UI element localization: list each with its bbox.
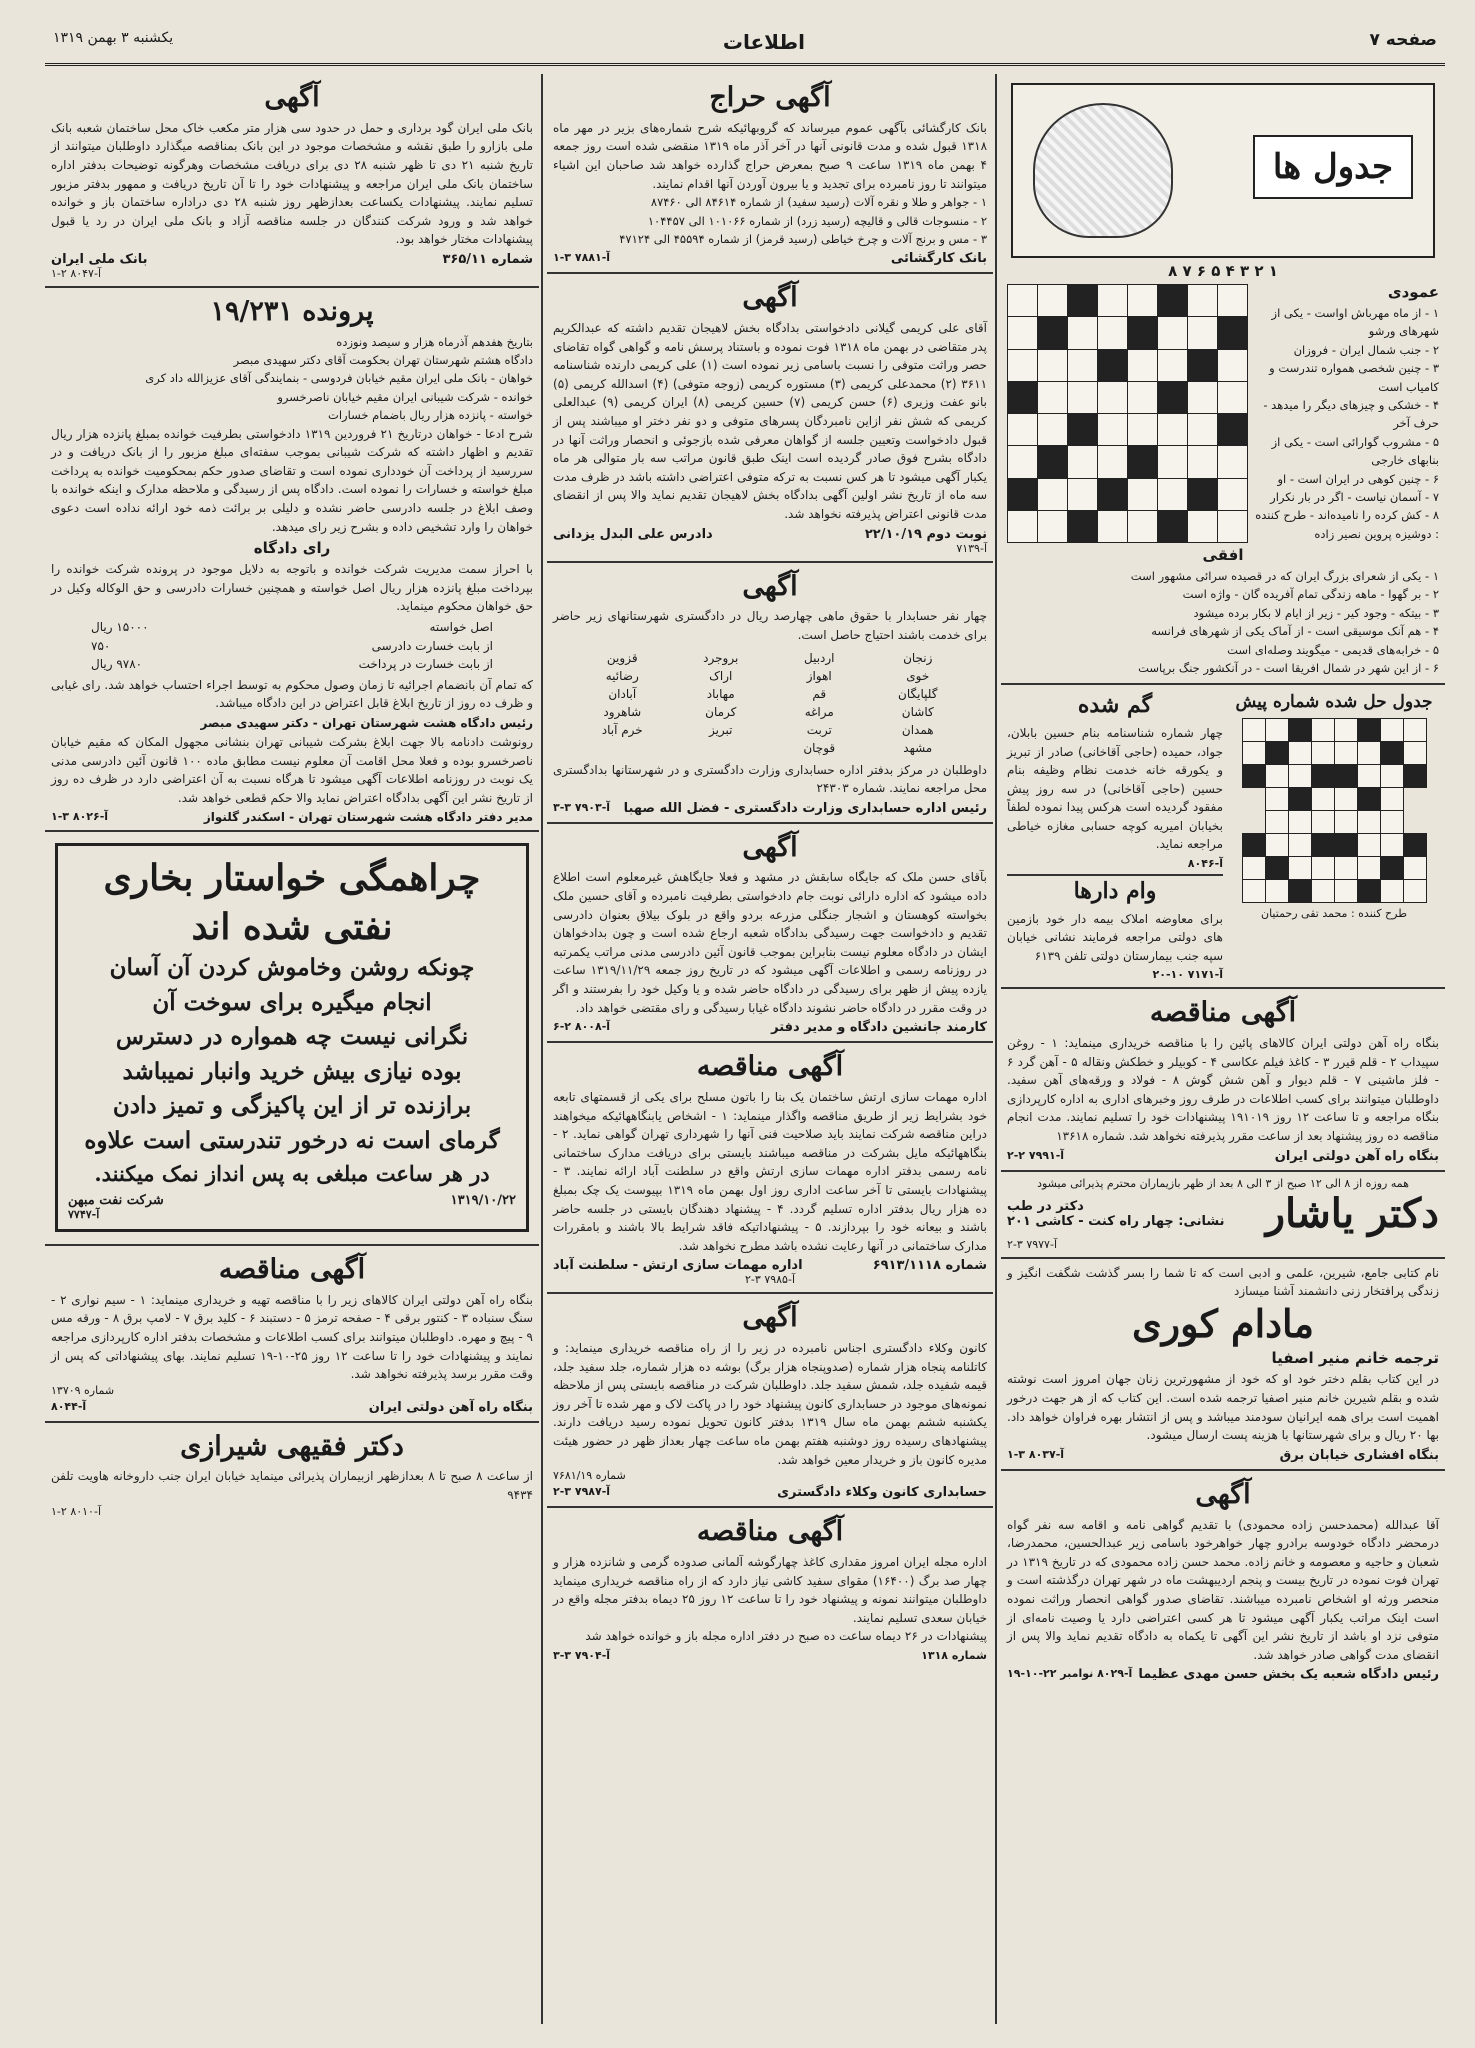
tender2-number: شماره ۶۹۱۳/۱۱۱۸ bbox=[872, 1258, 987, 1274]
big-ad-line: چونکه روشن وخاموش کردن آن آسان bbox=[109, 954, 475, 982]
notice1-date: نوبت دوم ۲۲/۱۰/۱۹ bbox=[864, 526, 987, 542]
illustration-face bbox=[1033, 103, 1173, 238]
solved-crossword-grid bbox=[1242, 718, 1427, 903]
column-right bbox=[1001, 74, 1445, 2024]
doctor-yashar-ad bbox=[1001, 1172, 1445, 1259]
city: رضائیه bbox=[605, 668, 639, 683]
city: زنجان bbox=[903, 650, 933, 665]
dossier-ref: آ-۸۰۲۶ ۳-۱ bbox=[51, 810, 109, 824]
column-left bbox=[45, 74, 539, 2024]
clue: ۷ - آسمان نیاست - اگر در بار نکرار bbox=[1270, 489, 1439, 504]
oil-heater-ad bbox=[45, 832, 539, 1246]
doctor-faghihi-ad bbox=[45, 1423, 539, 1524]
dossier-line: دادگاه هشتم شهرستان تهران بحکومت آقای دکتر سهیدی مبصر bbox=[233, 353, 533, 368]
notice3-ref: آ-۸۰۰۸ ۲-۶ bbox=[553, 1020, 611, 1034]
doctor-ref: آ-۷۹۷۷ ۳-۲ bbox=[1007, 1237, 1057, 1251]
dossier-intro bbox=[51, 333, 533, 425]
notice1-text: آقای علی کریمی گیلانی دادخواستی بدادگاه بخش لاهیجان تقدیم داشته که عبدالکریم پدر متقاضی در بهمن ماه ۱۳۱۸ فوت نموده و باستناد پرسش نامه و گواهی گواه تقاضای حصر وراثت متوفی را نسبت باسامی زیر نموده است (۱) علی کریمی دارنده شناسنامه ۳۶۱۱ (۲) محمدعلی کریمی (۳) مستوره کریمی (زوجه متوفی) (۴) اسدالله کریمی (۵) بانو عفت وزیری (۶) حسن کریمی (۷) حسین کریمی (۸) ایران کریمی (۹) عبدالعلی کریمی که شش نفر ازاین نامبردگان پسرهای متوفی و دو نفر دختر او میباشند پس از قبول دادخواست وتعیین جلسه از گواهان معرفی شده بازجوئی و انحصار وراثت آنها در دادگاه بشرح فوق صادر گردیده است اینک طبق قانون مراتب سه بار متوالی هر ماه یکبار آگهی میشود تا هر کس نسبت به ترکه متوفی اعتراضی داشته باشد در ظرف مدت سه ماه از تاریخ نشر اولین آگهی بدادگاه بخش لاهیجان تقدیم نماید والا پس از انقضای مدت قانونی اعتراض پذیرفته نخواهد شد. bbox=[553, 321, 988, 521]
tender-number: شماره ۱۳۷۰۹ bbox=[51, 1383, 115, 1397]
lost-text: چهار شماره شناسنامه بنام حسین بابلان، جواد، حمیده (حاجی آقاخانی) صادر از تبریز و یکورقه خانه خدمت نظام وظیفه بنام حسین (حاجی آقاخانی) در سه روز پیش مفقود گردیده است هرکس پیدا نموده لطفاً بخیابان امیریه کوچه حسابی مغازه خیاطی مراجعه نماید. bbox=[1007, 725, 1223, 852]
tender2-text: اداره مهمات سازی ارتش ساختمان یک بنا را باتون مسلح برای یکی از قسمتهای تابعه خود بشرایط زیر از طریق مناقصه واگذار مینماید: ۱ - اشخاص یابنگاههائیکه میخواهند دراین مناقصه شرکت نمایند باید صلاحیت فنی آنها را شهرداری تهران گواهی نماید. ۲ - بنگاههائیکه مایل بشرکت در مناقصه میباشند بایستی برای دریافت مدارک ساختمانی نامه رسمی بدفتر اداره مهمات سازی ارتش واقع در سلطنت آباد ارائه نمایند. ۳ - پیشنهادات بایستی تا آخر ساعت اداری روز اول بهمن ماه ۱۳۱۹ بپیوست یک چک بمبلغ ده هزار ریال بدفتر اداره تسلیم گردد. ۴ - پیشنهاد دهندگان بایستی در جلسه حاضر باشند و بیعانه خود را بپردازند. ۵ - پیشنهاداتیکه فاقد شرایط بالا باشند و بامقررات مدارک ساختمانی در آنها رعایت نشده باشد مطرح نخواهد شد. bbox=[553, 1089, 988, 1253]
doctor-specialty: دکتر در طب bbox=[1007, 1198, 1084, 1214]
city: اراک bbox=[709, 668, 733, 683]
auction-item: ۳ - مس و برنج آلات و چرخ خیاطی (رسید قرمز) از شماره ۴۵۵۹۴ الی ۴۷۱۲۴ bbox=[619, 231, 987, 246]
notice-text: بانک ملی ایران گود برداری و حمل در حدود سی هزار متر مکعب خاک محل ساختمان شعبه بانک ملی بازارو را طبق نقشه و مشخصات موجود در این بانک بمناقصه میگذارد داوطلبان میتوانند از تاریخ شنبه ۲۱ دی تا ظهر شنبه ۲۸ دی برای دریافت مشخصات وهرگونه توضیحات بدفتر اداره ساختمان بانک ملی ایران مراجعه و پیشنهادات خود را تا آن تاریخ دریافت و ممهور بدفتر مزبور تسلیم نمایند. پیشنهادات یکساعت بعدازظهر روز شنبه ۲۸ دی دراداره ساختمان باز و خوانده خواهد شد و ورود شرکت کنندگان در جلسه مناقصه آزاد و بانک ملی ایران در رد یا قبول پیشنهادات مختار خواهد بود. bbox=[51, 120, 533, 247]
lost-ref: آ-۸۰۴۶ bbox=[1187, 857, 1223, 871]
notice1-ref: آ-۷۱۳۹ bbox=[956, 541, 987, 555]
doctor-address: نشانی: چهار راه کنت - کاشی ۲۰۱ bbox=[1007, 1213, 1225, 1229]
dossier-signature: مدیر دفتر دادگاه هشت شهرستان تهران - اسکندر گلنواز bbox=[203, 810, 533, 825]
dossier-text-4: رونوشت دادنامه بالا جهت ابلاغ بشرکت شیبانی تهران بنشانی مجهول المکان که مقیم خیابان ناصرخسرو بوده و فعلا محل اقامت آن معلوم نیست مطابق ماده ۱۰۰ قانون آئین دادرسی مدنی یک نوبت در روزنامه اطلاعات آگهی میشود تا هرگاه نسبت به آن اعتراضی دارد در ظرف ده روز از تاریخ نشر این آگهی بدادگاه اعتراض نماید والا حکم قطعی خواهد شد. bbox=[51, 734, 533, 805]
city: همدان bbox=[901, 722, 934, 737]
city: بروجرد bbox=[703, 650, 739, 665]
auction-text: بانک کارگشائی بآگهی عموم میرساند که گروبهائیکه شرح شماره‌های بزیر در مهر ماه ۱۳۱۸ قبول شده و مدت قانونی آنها در آخر آذر ماه ۱۳۱۹ منقضی شده است روز جمعه ۴ بهمن ماه ۱۳۱۹ ساعت ۹ صبح بمعرض حراج گذارده خواهد شد صاحبان این اشیاء میتوانند تا روز نامبرده برای تجدید و یا بیرون آوردن آنها اقدام نمایند. bbox=[553, 120, 988, 191]
notice4-number: شماره ۷۶۸۱/۱۹ bbox=[553, 1469, 626, 1483]
clue: ۸ - کش کرده را نامیده‌اند - طرح کننده : دوشیزه پروین نصیر زاده bbox=[1255, 508, 1439, 541]
dossier-line: خوانده - شرکت شیبانی ایران مقیم خیابان ناصرخسرو bbox=[277, 389, 533, 404]
tender-ref: آ-۷۹۹۱ ۲-۲ bbox=[1007, 1148, 1065, 1162]
notice1-title: آگهی bbox=[742, 282, 798, 314]
column-rule bbox=[541, 74, 543, 2024]
oil-heater-frame bbox=[55, 843, 529, 1232]
city: مهاباد bbox=[706, 686, 735, 701]
city-list bbox=[573, 649, 967, 757]
city: کاشان bbox=[901, 704, 934, 719]
railway-tender bbox=[1001, 989, 1445, 1171]
city: قزوین bbox=[606, 650, 638, 665]
dossier-amounts bbox=[91, 618, 493, 674]
doctor-hours: همه روزه از ۸ الی ۱۲ صبح از ۳ الی ۸ بعد از ظهر بازیماران محترم پذیرائی میشود bbox=[1037, 1176, 1409, 1190]
tender2-title: آگهی مناقصه bbox=[696, 1051, 844, 1083]
notice4-signature: حسابداری کانون وکلاء دادگستری bbox=[777, 1485, 987, 1501]
amount-row: از بابت خسارت دادرسی ۷۵۰ bbox=[91, 638, 493, 653]
big-ad-line: نگرانی نیست چه همواره در دسترس bbox=[115, 1023, 469, 1051]
vertical-clues-heading: عمودی bbox=[1387, 283, 1439, 301]
auction-signature: بانک کارگشائی bbox=[890, 251, 987, 267]
dossier-line: خواهان - بانک ملی ایران مقیم خیابان فردوسی - بنمایندگی آقای عزیزالله داد کری bbox=[145, 371, 533, 386]
doctor-ref: آ-۸۰۱۰ ۲-۱ bbox=[51, 1504, 101, 1518]
magazine-tender bbox=[547, 1508, 993, 1668]
clue: ۴ - خشکی و چیزهای دیگر را میدهد - حرف آخر bbox=[1263, 397, 1439, 431]
notice-ref: آ-۸۰۲۹ نوامبر ۲۲-۱۰-۱۹ bbox=[1007, 1667, 1133, 1681]
puzzle-logo bbox=[1011, 83, 1435, 258]
auction-title: آگهی حراج bbox=[709, 82, 831, 113]
city: تبریز bbox=[708, 722, 733, 737]
loan-title: وام دارها bbox=[1073, 878, 1157, 905]
auction-notice bbox=[547, 74, 993, 274]
notice2-signature: رئیس اداره حسابداری وزارت دادگستری - فضل الله صهبا bbox=[623, 800, 987, 816]
notice4-title: آگهی bbox=[742, 1302, 798, 1334]
notice-signature: بانک ملی ایران bbox=[51, 251, 148, 267]
book-text: در این کتاب بقلم دختر خود او که خود از مشهورترین زنان جهان امروز است نوشته شده و بقلم شیرین خانم منیر اصفیا ترجمه شده است. این کتاب که از هر جهت درخور اهمیت است برای همه ایرانیان سودمند میباشد و پس از انتشار بهره فراوان خواهد داد. بها ۲۰ ریال و برای شهرستانها با هزینه پست ارسال میشود. bbox=[1007, 1372, 1439, 1443]
big-ad-ref: آ-۷۷۴۷ bbox=[68, 1207, 100, 1221]
city: قوچان bbox=[803, 740, 836, 755]
accountants-notice bbox=[547, 563, 993, 824]
notice3-text: بآقای حسن ملک که جایگاه سابقش در مشهد و فعلا جایگاهش غیرمعلوم است اطلاع داده میشود که اداره دارائی نوبت جام دادخواستی بطرفیت نامبرده و آقای حسین ملک بخواسته کوهستان و اشجار جنگلی مزرعه بردو واقع در بلوک بیلاق بعنوان دادرسی تقدیم و دادخواست جهت رسیدگی بدادگاه شعبه ارجاع شده است و چون بدادخواهان ایشان در دادگاه معلوم نیست بنابراین بموجب قانون آئین دادرسی مدنی مراتب یکمرتبه در روزنامه رسمی و اطلاعات آگهی میشود که در تاریخ روز جمعه ۱۳۱۹/۱۱/۲۹ ساعت یازده پیش از ظهر برای رسیدگی در دادگاه حاضر شده و یا وکیل خود را بفرستند و اگر در وقت مقرر در دادگاه حاضر نشوند دادگاه غیابا رسیدگی و رای مقتضی خواهد داد. bbox=[553, 870, 987, 1015]
clue: ۳ - بیتکه - وجود کیر - زیر از ایام لا بکار برده میشود bbox=[1193, 605, 1439, 620]
lost-title: گم شده bbox=[1077, 692, 1153, 719]
city: مراغه bbox=[804, 704, 834, 719]
tender2-signature: اداره مهمات سازی ارتش - سلطنت آباد bbox=[553, 1258, 803, 1274]
big-ad-line: در هر ساعت مبلغی به پس انداز نمک میکنند. bbox=[94, 1161, 490, 1187]
clue: ۴ - هم آنک موسیقی است - از آماک یکی از شهرهای فرانسه bbox=[1151, 624, 1439, 639]
tender-text: بنگاه راه آهن دولتی ایران کالاهای پائین را با مناقصه خریداری مینماید: ۱ - روغن سپیداب ۲ - قلم قیرر ۳ - کاغذ فیلم عکاسی ۴ - کوبیلر و خطکش ونقاله ۵ - آهن گرد ۶ - فلز ماشینی ۷ - قلم دیوار و آهن شش گوش ۸ - فولاد و ورقه‌های آهن سفید. داوطلبان میتوانند برای کسب اطلاعات در طرف روز وخبرهای اداری به اداره کارپردازی بنگاه مراجعه و تا ساعت ۱۲ روز ۱۹۱۰۱۹ پیشنهادات خود را تسلیم نمایند. مدت انجام مناقصه ده روز پیشنهاد بعد از ساعت مقرر پذیرفته نخواهد شد. شماره ۱۳۶۱۸ bbox=[1007, 1036, 1440, 1144]
big-ad-line: بوده نیازی بیش خرید وانبار نمیباشد bbox=[122, 1057, 462, 1085]
dossier-line: خواسته - پانزده هزار ریال باضمام خسارات bbox=[328, 408, 533, 423]
notice2-ref: آ-۷۹۰۳ ۳-۳ bbox=[553, 800, 611, 814]
big-ad-date: ۱۳۱۹/۱۰/۲۲ bbox=[450, 1192, 516, 1208]
city: مشهد bbox=[903, 740, 933, 755]
solved-puzzle-credit: طرح کننده : محمد تقی رحمتیان bbox=[1261, 906, 1407, 920]
clue: ۳ - چنین شخصی همواره تندرست و کامیاب است bbox=[1269, 361, 1439, 394]
big-ad-title-1: چراهمگی خواستار بخاری bbox=[103, 857, 481, 900]
notice-number: شماره ۳۶۵/۱۱ bbox=[442, 251, 533, 267]
big-ad-line: برازنده تر از این پاکیزگی و تمیز دادن bbox=[112, 1092, 472, 1120]
tender-title: آگهی مناقصه bbox=[218, 1253, 366, 1285]
dossier-text-3: که تمام آن بانضمام اجرائیه تا زمان وصول محکوم به توسط اجراء احتساب خواهد شد. رای غیابی و ظرف ده روز از تاریخ ابلاغ قابل اعتراض در این دادگاه میباشد. bbox=[51, 677, 533, 711]
auction-item: ۲ - منسوجات قالی و قالیچه (رسید زرد) از شماره ۱۰۱۰۶۶ الی ۱۰۴۴۵۷ bbox=[647, 213, 987, 228]
city: خرم آباد bbox=[601, 722, 643, 737]
tender3-text: اداره مجله ایران امروز مقداری کاغذ چهارگوشه آلمانی صدوده گرمی و شانزده هزار و چهار صد برگ (۱۶۴۰۰) مقوای سفید کاشی نیاز دارد که از راه مناقصه خریداری مینماید داوطلبان میتوانند نمونه و پیشنهاد خود را تا ساعت ۱۲ روز ۲۵ دیماه بدفتر مجله واقع در خیابان سعدی تسلیم نمایند. bbox=[553, 1554, 988, 1625]
tender-ref: آ-۸۰۴۴ bbox=[51, 1399, 87, 1413]
city: آبادان bbox=[608, 686, 637, 701]
auction-ref: آ-۷۸۸۱ ۳-۱ bbox=[553, 251, 611, 265]
puzzle-section bbox=[1001, 74, 1445, 685]
tender3-foot: پیشنهادات در ۲۶ دیماه ساعت ده صبح در دفتر اداره مجله باز و خوانده خواهد شد bbox=[585, 1629, 987, 1644]
big-ad-signature: شرکت نفت مبهن bbox=[68, 1192, 164, 1208]
city: گلپایگان bbox=[898, 686, 938, 701]
paper-name: اطلاعات bbox=[722, 30, 805, 54]
clue: ۵ - مشروب گوارائی است - یکی از بنابهای خارجی bbox=[1271, 434, 1439, 468]
tender3-title: آگهی مناقصه bbox=[696, 1516, 844, 1548]
page-number: صفحه ۷ bbox=[1369, 30, 1437, 50]
notice-text: آقا عبدالله (محمدحسن زاده محمودی) با تقدیم گواهی نامه و اقامه سه نفر گواه درمحضر دادگاه خودوسه برادرو چهار خواهرخود باسامی زیر عبدالحسین، محمدرضا، شعبان و حاجیه و معصومه و خانم زاده. محمد حسن زاده محمودی که در تاریخ ۱۳۱۹ در تهران فوت نموده در تاریخ بیست و پنجم اردیبهشت ماه در شهر تهران درگذشته است و منحصر ورثه او اشخاص نامبرده میباشند. تقاضای صدور گواهی انحصار وراثت نموده است اینک مراتب یکبار آگهی میشود تا هر کسی اعتراضی دارد یا وصیت نامه‌ای از متوفی نزد او باشد از تاریخ نشر این آگهی تا یکماه به دادگاه تقدیم نماید والا پس از انقضای مدت گواهی صادر خواهد شد. bbox=[1007, 1517, 1439, 1662]
book-ad bbox=[1001, 1259, 1445, 1471]
clue: ۶ - چنین کوهی در ایران است - او bbox=[1277, 471, 1439, 486]
auction-items bbox=[553, 193, 987, 248]
column-middle bbox=[547, 74, 993, 2024]
malek-notice bbox=[547, 824, 993, 1044]
court-dossier bbox=[45, 288, 539, 832]
bank-melli-notice bbox=[45, 74, 539, 288]
masthead bbox=[45, 18, 1445, 66]
horizontal-clues bbox=[1007, 567, 1439, 677]
doctor-name: دکتر یاشار bbox=[1265, 1189, 1439, 1237]
army-tender bbox=[547, 1043, 993, 1294]
notice4-text: کانون وکلاء دادگستری اجناس نامبرده در زیر را از راه مناقصه خریداری مینماید: و کاتلنامه پنجاه هزار شماره (صدوپنجاه هزار برگ) بوشه ده هزار شماره، جلد سفید جلد، قیمه شفیده جلد، شمش سفید جلد. داوطلبان شرکت در مناقصه بایستی پس از ملاحظه نمونه‌های موجود در حسابداری کانون پیشنهاد خود را در پاکت لاک و مهر شده تا آخر روز یکشنبه ششم بهمن ماه سال ۱۳۱۹ بدفتر کانون تحویل نموده رسید دریافت دارند. پیشنهادهای رسیده روز دوشنبه هفتم بهمن ماه ساعت چهار بعداز ظهر در حضور هیئت مدیره کانون باز و خریدار معین خواهد شد. bbox=[553, 1341, 987, 1467]
solved-puzzle-title: جدول حل شده شماره پیش bbox=[1235, 692, 1433, 713]
dossier-text-2: با احراز سمت مدیریت شرکت خوانده و باتوجه به دلایل موجود در پرونده شرکت خوانده را بپرداخت مبلغ پانزده هزار ریال اصل خواسته و همچنین خسارات دادرسی و حق الوکاله وکیل در حق خواهان محکوم مینماید. bbox=[51, 562, 533, 614]
notice-title: آگهی bbox=[264, 82, 320, 113]
lawyers-notice bbox=[547, 1294, 993, 1508]
amount-row: از بابت خسارت در پرداخت ۹۷۸۰ ریال bbox=[91, 657, 493, 672]
book-ref: آ-۸۰۳۷ ۳-۱ bbox=[1007, 1447, 1065, 1461]
city: اهواز bbox=[806, 668, 832, 683]
clue: ۵ - خرابه‌های قدیمی - میگویند وصله‌ای است bbox=[1227, 642, 1439, 657]
tender3-number: شماره ۱۳۱۸ bbox=[921, 1648, 987, 1662]
notice1-signature: دادرس علی البدل یزدانی bbox=[553, 526, 713, 542]
dossier-verdict-heading: رای دادگاه bbox=[253, 539, 331, 558]
book-translator: ترجمه خانم منیر اصفیا bbox=[1271, 1349, 1439, 1368]
book-intro: نام کتابی جامع، شیرین، علمی و ادبی است که تا شما را بسر گذشت شگفت انگیز و زندگی پرافتخار زنی دانشمند آشنا میسازد bbox=[1007, 1265, 1439, 1299]
book-title: مادام کوری bbox=[1132, 1300, 1314, 1346]
amount-row: اصل خواسته ۱۵۰۰۰ ریال bbox=[91, 619, 493, 634]
book-signature: بنگاه افشاری خیابان برق bbox=[1279, 1447, 1439, 1463]
clue: ۲ - جنب شمال ایران - فروزان bbox=[1293, 342, 1439, 357]
notice-ref: آ-۸۰۴۷ ۲-۱ bbox=[51, 266, 101, 280]
doctor-title: دکتر فقیهی شیرازی bbox=[180, 1430, 404, 1462]
auction-item: ۱ - جواهر و طلا و نقره آلات (رسید سفید) از شماره ۸۴۶۱۴ الی ۸۷۴۶۰ bbox=[650, 195, 987, 210]
city: خوی bbox=[906, 668, 930, 683]
notice2-text: چهار نفر حسابدار با حقوق ماهی چهارصد ریال در دادگستری شهرستانهای زیر حاضر برای خدمت باشند احتیاج حاصل است. bbox=[553, 609, 987, 642]
vertical-clues bbox=[1254, 304, 1439, 543]
inheritance-notice bbox=[1001, 1471, 1445, 1689]
newspaper-page bbox=[45, 18, 1445, 2028]
city: تربت bbox=[806, 722, 832, 737]
notice2-title: آگهی bbox=[742, 570, 798, 602]
city: اردبیل bbox=[803, 650, 835, 665]
notice3-title: آگهی bbox=[742, 831, 798, 863]
notice4-ref: آ-۷۹۸۷ ۳-۲ bbox=[553, 1485, 611, 1499]
issue-date: یکشنبه ۳ بهمن ۱۳۱۹ bbox=[53, 30, 174, 46]
tender-signature: بنگاه راه آهن دولتی ایران bbox=[368, 1399, 533, 1415]
notice3-signature: کارمند جانشین دادگاه و مدیر دفتر bbox=[771, 1020, 987, 1036]
city: قم bbox=[812, 686, 827, 701]
notice-signature: رئیس دادگاه شعبه یک بخش حسن مهدی عظیما bbox=[1138, 1667, 1439, 1683]
dossier-line: بتاریخ هفدهم آذرماه هزار و سیصد ونوزده bbox=[336, 334, 533, 349]
tender3-ref: آ-۷۹۰۴ ۳-۳ bbox=[553, 1648, 611, 1662]
notice-title: آگهی bbox=[1195, 1478, 1251, 1510]
city: کرمان bbox=[705, 704, 737, 719]
tender2-ref: آ-۷۹۸۵ ۳-۲ bbox=[745, 1273, 795, 1287]
clue: ۶ - از این شهر در شمال افریقا است - در آنکشور جنگ برپاست bbox=[1138, 661, 1439, 676]
loan-ref: آ-۷۱۷۱ ۱۰-۲۰ bbox=[1152, 968, 1223, 982]
horizontal-clues-heading: افقی bbox=[1202, 546, 1244, 565]
solved-puzzle-section bbox=[1001, 685, 1445, 989]
big-ad-line: انجام میگیره برای سوخت آن bbox=[152, 988, 432, 1016]
big-ad-title-2: نفتی شده اند bbox=[191, 905, 393, 948]
dossier-title: پرونده ۱۹/۲۳۱ bbox=[210, 295, 374, 327]
crossword-grid bbox=[1007, 284, 1248, 543]
puzzle-column-numbers: ۸ ۷ ۶ ۵ ۴ ۳ ۲ ۱ bbox=[1168, 262, 1278, 280]
dossier-judge: رئیس دادگاه هشت شهرستان تهران - دکتر سهیدی مبصر bbox=[200, 715, 533, 730]
clue: ۲ - بر گهوا - ماهه زندگی تمام آفریده گان - واژه است bbox=[1182, 587, 1439, 602]
tender-title: آگهی مناقصه bbox=[1149, 997, 1297, 1029]
loan-text: برای معاوضه املاک بیمه دار خود بازمین های دولتی مراجعه فرمایند نشانی خیابان سپه جنب بیمارستان دولتی تلفن ۶۱۳۹ bbox=[1007, 911, 1223, 963]
clue: ۱ - یکی از شعرای بزرگ ایران که در قصیده سرائی مشهور است bbox=[1130, 569, 1439, 584]
railway-tender-2 bbox=[45, 1246, 539, 1423]
column-rule bbox=[995, 74, 997, 2024]
doctor-text: از ساعت ۸ صبح تا ۸ بعدازظهر ازبیماران پذیرائی مینماید خیابان ایران جنب داروخانه هاویت تلفن ۹۴۳۴ bbox=[51, 1469, 533, 1503]
dossier-text-1: شرح ادعا - خواهان درتاریخ ۲۱ فروردین ۱۳۱۹ دادخواستی بطرفیت خوانده بمبلغ پانزده هزار ریال تقدیم و اظهار داشته که شرکت شیبانی بموجب سفته‌ای مبلغ مزبور را از بانک دریافت و در سررسید از پرداخت آن خودداری نموده است و تقاضای صدور حکم بمحکومیت خوانده به پرداخت مبلغ خواسته و خسارات را نموده است. دادگاه پس از رسیدگی و ملاحظه مدارک و اینکه خوانده با وصف ابلاغ در جلسه دادرسی حاضر نشده و دلیلی بر برائت ذمه خود ارائه نداده است دعوی خواهان را وارد تشخیص داده و بشرح زیر رای میدهد. bbox=[51, 426, 533, 534]
tender-text: بنگاه راه آهن دولتی ایران کالاهای زیر را با مناقصه تهیه و خریداری مینماید: ۱ - سیم نواری ۲ - سنگ سنباده ۳ - کنتور برقی ۴ - صفحه ترمز ۵ - دستبند ۶ - کلید برق ۷ - لامپ برق ۸ - ورقه مس ۹ - پیچ و مهره. داوطلبان میتوانند برای کسب اطلاعات و مشخصات بدفتر اداره کارپردازی مراجعه نمایند و پیشنهادات خود را تا ساعت ۱۲ روز ۲۵-۱۰-۱۹ تسلیم نمایند. بهای پیشنهاداتی که پس از وقت مقرر برسد پذیرفته نخواهد شد. bbox=[51, 1292, 534, 1382]
big-ad-line: گرمای است نه درخور تندرستی است علاوه bbox=[84, 1126, 500, 1154]
lahijan-notice bbox=[547, 274, 993, 562]
puzzle-title: جدول ها bbox=[1253, 135, 1413, 199]
clue: ۱ - از ماه مهرباش اواست - یکی از شهرهای ورشو bbox=[1271, 306, 1439, 339]
notice2-after: داوطلبان در مرکز بدفتر اداره حسابداری وزارت دادگستری و در شهرستانها بدادگستری محل مراجعه نمایند. شماره ۲۴۳۰۳ bbox=[553, 762, 987, 796]
tender-signature: بنگاه راه آهن دولتی ایران bbox=[1274, 1148, 1439, 1164]
city: شاهرود bbox=[603, 704, 642, 719]
